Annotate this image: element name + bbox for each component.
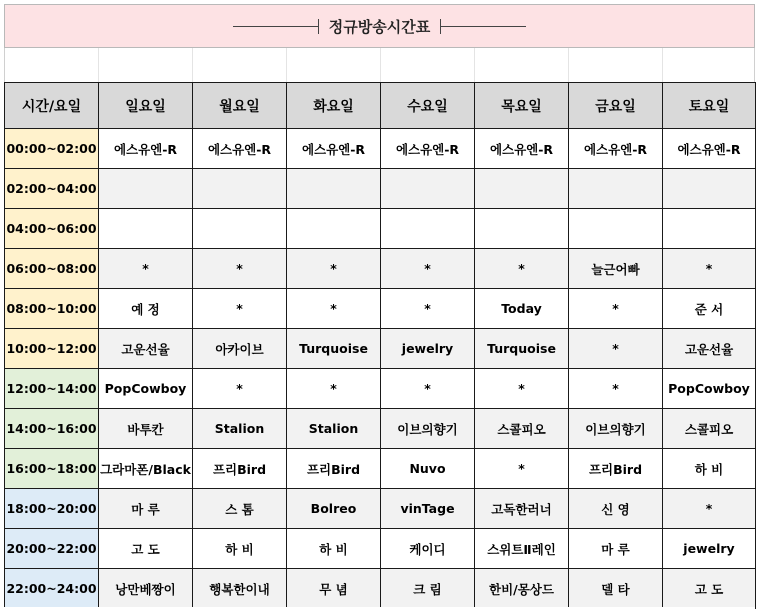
gridline — [474, 48, 475, 82]
program-cell[interactable] — [663, 209, 756, 249]
program-cell[interactable] — [193, 169, 287, 209]
program-cell[interactable]: 스콜피오 — [663, 409, 756, 449]
program-cell[interactable] — [569, 209, 663, 249]
program-cell[interactable] — [193, 209, 287, 249]
table-row — [5, 289, 756, 329]
program-cell[interactable] — [287, 169, 381, 209]
program-cell[interactable]: 늘근어빠 — [569, 249, 663, 289]
time-slot-cell[interactable]: 22:00~24:00 — [5, 569, 99, 609]
program-cell[interactable] — [569, 169, 663, 209]
program-cell[interactable]: Nuvo — [381, 449, 475, 489]
program-cell[interactable]: 예 정 — [99, 289, 193, 329]
time-slot-cell[interactable]: 08:00~10:00 — [5, 289, 99, 329]
time-slot-cell[interactable]: 00:00~02:00 — [5, 129, 99, 169]
program-cell[interactable]: * — [287, 289, 381, 329]
time-slot-cell[interactable]: 18:00~20:00 — [5, 489, 99, 529]
program-cell[interactable]: 고 도 — [99, 529, 193, 569]
program-cell[interactable] — [663, 169, 756, 209]
table-row — [5, 209, 756, 249]
program-cell[interactable]: 프리Bird — [569, 449, 663, 489]
program-cell[interactable] — [99, 209, 193, 249]
program-cell[interactable]: 낭만베짱이 — [99, 569, 193, 609]
header-row — [5, 83, 756, 129]
program-cell[interactable]: 크 림 — [381, 569, 475, 609]
header-day-sun[interactable]: 일요일 — [99, 83, 193, 129]
program-cell[interactable]: * — [475, 449, 569, 489]
time-slot-cell[interactable]: 06:00~08:00 — [5, 249, 99, 289]
program-cell[interactable]: * — [381, 369, 475, 409]
program-cell[interactable]: Bolreo — [287, 489, 381, 529]
program-cell[interactable]: jewelry — [381, 329, 475, 369]
title-banner[interactable] — [4, 4, 755, 48]
program-cell[interactable]: 고운선율 — [99, 329, 193, 369]
gridline — [192, 48, 193, 82]
bottom-strip — [4, 607, 755, 614]
time-slot-cell[interactable]: 12:00~14:00 — [5, 369, 99, 409]
page-title: 정규방송시간표 — [328, 17, 431, 36]
program-cell[interactable]: 그라마폰/Black — [99, 449, 193, 489]
gridline — [380, 48, 381, 82]
program-cell[interactable]: Turquoise — [475, 329, 569, 369]
program-cell[interactable]: * — [569, 289, 663, 329]
program-cell[interactable] — [475, 209, 569, 249]
table-row — [5, 129, 756, 169]
table-row — [5, 489, 756, 529]
program-cell[interactable]: 행복한이내 — [193, 569, 287, 609]
program-cell[interactable]: * — [569, 329, 663, 369]
gridline — [98, 48, 99, 82]
table-row — [5, 569, 756, 609]
program-cell[interactable]: 스 톰 — [193, 489, 287, 529]
header-day-fri[interactable]: 금요일 — [569, 83, 663, 129]
program-cell[interactable]: * — [193, 249, 287, 289]
program-cell[interactable]: 프리Bird — [287, 449, 381, 489]
schedule-table — [4, 82, 756, 609]
program-cell[interactable]: 델 타 — [569, 569, 663, 609]
table-row — [5, 449, 756, 489]
program-cell[interactable]: * — [663, 489, 756, 529]
program-cell[interactable] — [381, 209, 475, 249]
table-row — [5, 329, 756, 369]
program-cell[interactable]: PopCowboy — [663, 369, 756, 409]
time-slot-cell[interactable]: 20:00~22:00 — [5, 529, 99, 569]
table-row — [5, 409, 756, 449]
program-cell[interactable] — [99, 169, 193, 209]
program-cell[interactable]: * — [475, 249, 569, 289]
program-cell[interactable]: 에스유엔-R — [569, 129, 663, 169]
time-slot-cell[interactable]: 16:00~18:00 — [5, 449, 99, 489]
program-cell[interactable]: * — [287, 249, 381, 289]
header-day-tue[interactable]: 화요일 — [287, 83, 381, 129]
program-cell[interactable] — [475, 169, 569, 209]
program-cell[interactable]: 에스유엔-R — [99, 129, 193, 169]
program-cell[interactable]: 에스유엔-R — [287, 129, 381, 169]
table-row — [5, 249, 756, 289]
table-row — [5, 369, 756, 409]
program-cell[interactable]: * — [193, 369, 287, 409]
program-cell[interactable]: 고 도 — [663, 569, 756, 609]
program-cell[interactable]: 이브의향기 — [569, 409, 663, 449]
program-cell[interactable]: 바투칸 — [99, 409, 193, 449]
program-cell[interactable]: 이브의향기 — [381, 409, 475, 449]
program-cell[interactable]: 에스유엔-R — [475, 129, 569, 169]
program-cell[interactable]: 스콜피오 — [475, 409, 569, 449]
blank-spacer-row[interactable] — [4, 48, 755, 82]
program-cell[interactable]: 에스유엔-R — [381, 129, 475, 169]
header-time-cell[interactable]: 시간/요일 — [5, 83, 99, 129]
program-cell[interactable] — [287, 209, 381, 249]
program-cell[interactable]: 고독한러너 — [475, 489, 569, 529]
program-cell[interactable]: 케이디 — [381, 529, 475, 569]
title-decoration-left — [233, 26, 319, 27]
gridline — [662, 48, 663, 82]
program-cell[interactable] — [381, 169, 475, 209]
program-cell[interactable]: * — [99, 249, 193, 289]
program-cell[interactable]: vinTage — [381, 489, 475, 529]
program-cell[interactable]: * — [193, 289, 287, 329]
program-cell[interactable]: 마 루 — [99, 489, 193, 529]
table-row — [5, 169, 756, 209]
program-cell[interactable]: 마 루 — [569, 529, 663, 569]
program-cell[interactable]: * — [475, 369, 569, 409]
program-cell[interactable]: 에스유엔-R — [663, 129, 756, 169]
program-cell[interactable]: Turquoise — [287, 329, 381, 369]
program-cell[interactable]: 하 비 — [287, 529, 381, 569]
time-slot-cell[interactable]: 14:00~16:00 — [5, 409, 99, 449]
program-cell[interactable]: 준 서 — [663, 289, 756, 329]
header-day-thu[interactable]: 목요일 — [475, 83, 569, 129]
title-decoration-right — [440, 26, 526, 27]
time-slot-cell[interactable]: 10:00~12:00 — [5, 329, 99, 369]
time-slot-cell[interactable]: 02:00~04:00 — [5, 169, 99, 209]
program-cell[interactable]: * — [381, 249, 475, 289]
program-cell[interactable]: PopCowboy — [99, 369, 193, 409]
program-cell[interactable]: * — [569, 369, 663, 409]
program-cell[interactable]: * — [287, 369, 381, 409]
program-cell[interactable]: 하 비 — [193, 529, 287, 569]
header-day-mon[interactable]: 월요일 — [193, 83, 287, 129]
time-slot-cell[interactable]: 04:00~06:00 — [5, 209, 99, 249]
program-cell[interactable]: jewelry — [663, 529, 756, 569]
program-cell[interactable]: 신 영 — [569, 489, 663, 529]
gridline — [568, 48, 569, 82]
program-cell[interactable]: 무 념 — [287, 569, 381, 609]
program-cell[interactable]: Stalion — [193, 409, 287, 449]
program-cell[interactable]: 아카이브 — [193, 329, 287, 369]
header-day-sat[interactable]: 토요일 — [663, 83, 756, 129]
program-cell[interactable]: Today — [475, 289, 569, 329]
program-cell[interactable]: 프리Bird — [193, 449, 287, 489]
program-cell[interactable]: 에스유엔-R — [193, 129, 287, 169]
program-cell[interactable]: 고운선율 — [663, 329, 756, 369]
program-cell[interactable]: Stalion — [287, 409, 381, 449]
program-cell[interactable]: * — [381, 289, 475, 329]
program-cell[interactable]: 하 비 — [663, 449, 756, 489]
program-cell[interactable]: 스위트Ⅱ레인 — [475, 529, 569, 569]
program-cell[interactable]: 한비/몽상드 — [475, 569, 569, 609]
program-cell[interactable]: * — [663, 249, 756, 289]
table-row — [5, 529, 756, 569]
gridline — [286, 48, 287, 82]
header-day-wed[interactable]: 수요일 — [381, 83, 475, 129]
